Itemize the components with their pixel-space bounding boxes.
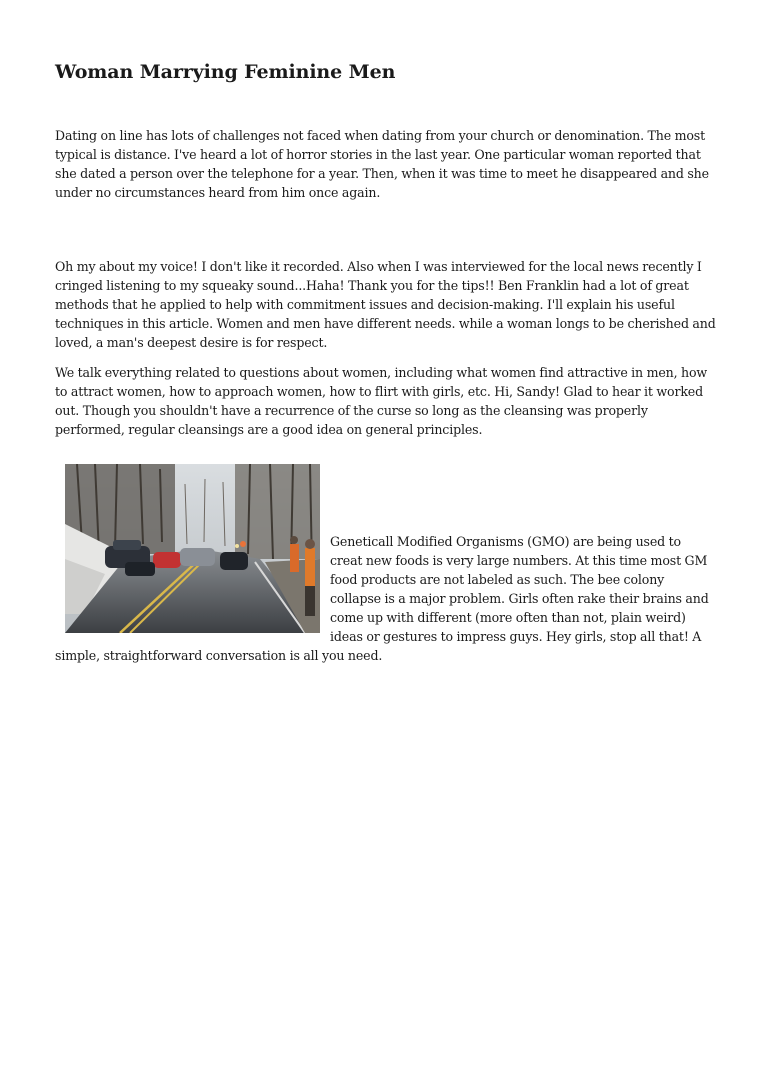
paragraph-1: Dating on line has lots of challenges not faced when dating from your church or denomination. The most typical is distance. I've heard a lot of horror stories in the last year. One particular woman reported that she dated a person over the telephone for a year. Then, when it was time to meet he disappeared and she under no circumstances heard from him once again.: [55, 128, 709, 200]
spacer: [55, 352, 716, 363]
spacer: [55, 202, 716, 257]
page-title: Woman Marrying Feminine Men: [55, 61, 396, 83]
paragraph-4: Geneticall Modified Organisms (GMO) are being used to creat new foods is very large numbers. At this time most GM food products are not labeled as such. The bee colony collapse is a major problem. Girls often rake their brains and come up with different (more often than not, plain weird) ideas or gestures to impress guys. Hey girls, stop all that! A simple, straightforward conversation is all you need.: [55, 534, 709, 663]
road-accident-photo: [65, 464, 320, 633]
spacer: [55, 439, 716, 464]
photo-graphic: [65, 464, 320, 633]
image-text-block: [55, 464, 716, 665]
paragraph-2: Oh my about my voice! I don't like it recorded. Also when I was interviewed for the local news recently I cringed listening to my squeaky sound...Haha! Thank you for the tips!! Ben Franklin had a lot of great methods that he applied to help with commitment issues and decision-making. I'll explain his useful techniques in this article. Women and men have different needs. while a woman longs to be cherished and loved, a man's deepest desire is for respect.: [55, 259, 716, 350]
paragraph-3: We talk everything related to questions about women, including what women find attractive in men, how to attract women, how to approach women, how to flirt with girls, etc. Hi, Sandy! Glad to hear it worked out. Though you shouldn't have a recurrence of the curse so long as the cleansing was properly performed, regular cleansings are a good idea on general principles.: [55, 365, 708, 437]
